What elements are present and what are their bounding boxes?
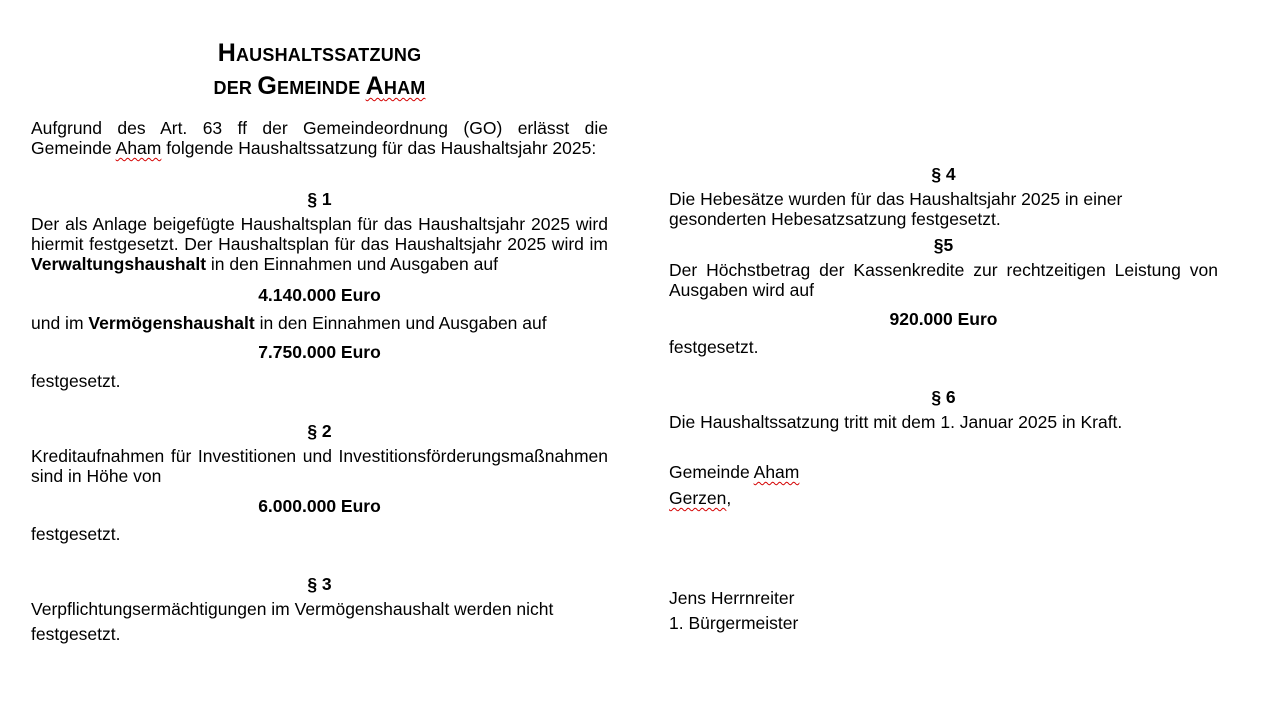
section-4-heading: § 4: [931, 164, 956, 184]
section-1-text: Der als Anlage beigefügte Haushaltsplan für das Haushaltsjahr 2025 wird hiermit festgesetzt. Der Haushaltsplan für das Haushaltsjahr 2025 wird im Verwaltungshaushalt in den Einnahmen und Ausgaben auf: [31, 214, 608, 274]
amount-cash-credit: 920.000 Euro: [889, 309, 998, 329]
spellcheck-marked-word: Aham: [753, 462, 800, 482]
section-1-closing: festgesetzt.: [31, 371, 121, 391]
section-5-closing: festgesetzt.: [669, 337, 759, 357]
spellcheck-marked-word: Gerzen: [669, 488, 727, 508]
section-5-heading: §5: [933, 235, 954, 255]
title-line-2: DER GEMEINDE AHAM: [213, 72, 426, 100]
section-2-heading: § 2: [307, 421, 332, 441]
signature-municipality: Gemeinde Aham: [669, 462, 800, 482]
section-5-text: Der Höchstbetrag der Kassenkredite zur rechtzeitigen Leistung von Ausgaben wird auf: [669, 260, 1218, 300]
section-6-heading: § 6: [931, 387, 956, 407]
amount-administrative-budget: 4.140.000 Euro: [258, 285, 381, 305]
signature-place: Gerzen,: [669, 488, 732, 508]
title-line-1: HAUSHALTSSATZUNG: [217, 39, 422, 67]
section-1-heading: § 1: [307, 189, 332, 209]
section-1-line-capital-budget: und im Vermögenshaushalt in den Einnahmen und Ausgaben auf: [31, 313, 547, 333]
amount-capital-budget: 7.750.000 Euro: [258, 342, 381, 362]
amount-credit: 6.000.000 Euro: [258, 496, 381, 516]
bold-term: Vermögenshaushalt: [88, 313, 255, 333]
section-3-line-1: Verpflichtungsermächtigungen im Vermögenshaushalt werden nicht: [31, 599, 554, 619]
signatory-name: Jens Herrnreiter: [669, 588, 795, 608]
signatory-role: 1. Bürgermeister: [669, 613, 799, 633]
spellcheck-marked-word: Aham: [115, 138, 162, 158]
spellcheck-marked-word: AHAM: [365, 72, 426, 100]
section-6-text: Die Haushaltssatzung tritt mit dem 1. Januar 2025 in Kraft.: [669, 412, 1123, 432]
document-title: [31, 38, 608, 104]
section-2-closing: festgesetzt.: [31, 524, 121, 544]
intro-paragraph: Aufgrund des Art. 63 ff der Gemeindeordnung (GO) erlässt die Gemeinde Aham folgende Haushaltssatzung für das Haushaltsjahr 2025:: [31, 118, 608, 158]
section-2-text: Kreditaufnahmen für Investitionen und Investitionsförderungsmaßnahmen sind in Höhe von: [31, 446, 608, 486]
section-4-text: Die Hebesätze wurden für das Haushaltsjahr 2025 in einer gesonderten Hebesatzsatzung festgesetzt.: [669, 189, 1123, 229]
section-3-heading: § 3: [307, 574, 332, 594]
bold-term: Verwaltungshaushalt: [31, 254, 207, 274]
section-3-line-2: festgesetzt.: [31, 624, 121, 644]
